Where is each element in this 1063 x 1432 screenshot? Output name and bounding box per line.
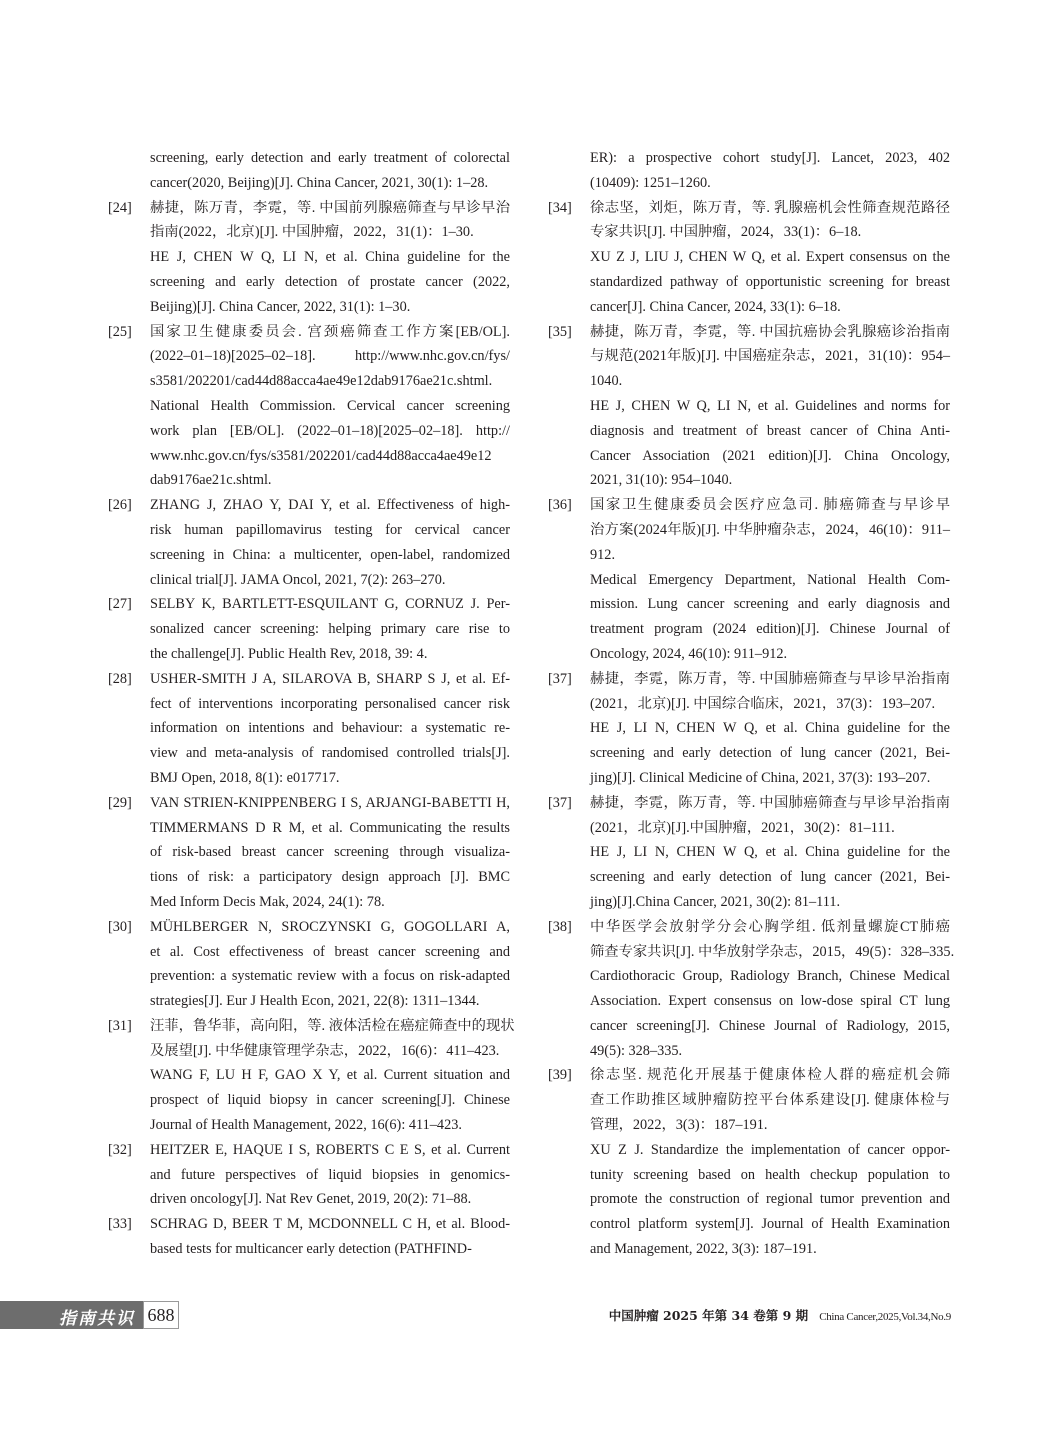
reference-entry	[108, 1212, 510, 1262]
reference-line: work plan [EB/OL]. (2022–01–18)[2025–02–18]. http://	[150, 422, 510, 439]
reference-paragraph	[590, 964, 950, 1063]
reference-line: USHER-SMITH J A, SILAROVA B, SHARP S J, et al. Ef-	[150, 670, 510, 687]
reference-line: cancer[J]. China Cancer, 2024, 33(1): 6–18.	[590, 298, 841, 315]
reference-line: (2021，北京)[J]. 中国综合临床，2021，37(3)：193–207.	[590, 695, 936, 712]
reference-number: [36]	[548, 497, 572, 514]
reference-entry	[108, 667, 510, 791]
reference-line: SELBY K, BARTLETT-ESQUILANT G, CORNUZ J. Per-	[150, 596, 510, 613]
reference-line: XU Z J. Standardize the implementation of cancer oppor-	[590, 1141, 950, 1158]
reference-line: cancer screening[J]. Chinese Journal of Radiology, 2015,	[590, 1017, 950, 1034]
reference-paragraph	[590, 146, 950, 196]
reference-line: www.nhc.gov.cn/fys/s3581/202201/cad44d88acca4ae49e12	[150, 447, 492, 464]
reference-line: BMJ Open, 2018, 8(1): e017717.	[150, 769, 340, 786]
reference-entry	[548, 667, 950, 791]
reference-line: HE J, LI N, CHEN W Q, et al. China guideline for the	[590, 844, 950, 861]
reference-entry	[548, 791, 950, 915]
reference-line: 筛查专家共识[J]. 中华放射学杂志，2015，49(5)：328–335.	[590, 943, 955, 960]
reference-paragraph	[150, 1063, 510, 1137]
reference-line: tions of risk: a participatory design approach [J]. BMC	[150, 869, 510, 886]
reference-paragraph	[150, 915, 510, 1014]
reference-number: [29]	[108, 794, 132, 811]
reference-entry	[108, 592, 510, 666]
reference-line: Association. Expert consensus on low-dose spiral CT lung	[590, 993, 950, 1010]
reference-line: Cardiothoracic Group, Radiology Branch, Chinese Medical	[590, 968, 950, 985]
reference-number: [38]	[548, 918, 572, 935]
reference-paragraph	[590, 493, 950, 567]
reference-paragraph	[590, 716, 950, 790]
reference-line: cancer(2020, Beijing)[J]. China Cancer, 2021, 30(1): 1–28.	[150, 174, 489, 191]
reference-line: diagnosis and treatment of breast cancer of China Anti-	[590, 422, 950, 439]
reference-paragraph	[590, 1063, 950, 1137]
reference-entry	[548, 915, 955, 1064]
journal-info	[609, 1306, 951, 1324]
reference-line: 赫捷，李霓，陈万青，等. 中国肺癌筛查与早诊早治指南	[590, 794, 950, 811]
reference-entry	[108, 791, 510, 915]
reference-line: 1040.	[590, 373, 623, 390]
reference-line: 49(5): 328–335.	[590, 1042, 683, 1059]
reference-entry	[108, 320, 510, 494]
reference-number: [32]	[108, 1141, 132, 1158]
reference-line: jing)[J].China Cancer, 2021, 30(2): 81–111.	[590, 893, 841, 910]
reference-line: Cancer Association (2021 edition)[J]. China Oncology,	[590, 447, 950, 464]
reference-line: mission. Lung cancer screening and early diagnosis and	[590, 596, 950, 613]
journal-issue-cn: 中国肿瘤 2025 年第 34 卷第 9 期	[608, 1308, 809, 1323]
reference-line: and future perspectives of liquid biopsies in genomics-	[150, 1166, 510, 1183]
reference-line: screening, early detection and early treatment of colorectal	[150, 150, 510, 166]
reference-entry	[548, 1063, 950, 1261]
reference-paragraph	[150, 320, 510, 394]
reference-number: [31]	[108, 1017, 132, 1034]
reference-number: [25]	[108, 323, 132, 340]
reference-paragraph	[590, 320, 950, 394]
reference-line: Med Inform Decis Mak, 2024, 24(1): 78.	[150, 893, 385, 910]
reference-line: (2021，北京)[J].中国肿瘤，2021，30(2)：81–111.	[590, 819, 895, 836]
reference-line: (2022–01–18)[2025–02–18]. http://www.nhc.gov.cn/fys/	[150, 348, 510, 365]
reference-line: WANG F, LU H F, GAO X Y, et al. Current situation and	[150, 1067, 510, 1084]
reference-line: National Health Commission. Cervical cancer screening	[150, 397, 510, 414]
reference-number: [37]	[548, 670, 572, 687]
reference-number: [27]	[108, 596, 132, 613]
reference-number: [26]	[108, 497, 132, 514]
reference-line: standardized pathway of opportunistic screening for breast	[590, 273, 950, 290]
reference-paragraph	[590, 840, 950, 914]
reference-line: view and meta-analysis of randomised controlled trials[J].	[150, 745, 510, 762]
reference-line: 赫捷，陈万青，李霓，等. 中国抗癌协会乳腺癌诊治指南	[590, 323, 950, 340]
reference-line: 赫捷，李霓，陈万青，等. 中国肺癌筛查与早诊早治指南	[590, 670, 950, 687]
reference-line: 治方案(2024年版)[J]. 中华肿瘤杂志，2024，46(10)：911–	[590, 521, 950, 538]
reference-line: HEITZER E, HAQUE I S, ROBERTS C E S, et al. Current	[150, 1141, 510, 1158]
reference-line: Beijing)[J]. China Cancer, 2022, 31(1): 1–30.	[150, 298, 411, 315]
reference-entry	[548, 146, 950, 196]
reference-line: sonalized cancer screening: helping primary care rise to	[150, 621, 510, 638]
reference-line: SCHRAG D, BEER T M, MCDONNELL C H, et al. Blood-	[150, 1216, 510, 1233]
reference-line: 912.	[590, 546, 616, 563]
reference-line: fect of interventions incorporating personalised cancer risk	[150, 695, 510, 712]
reference-entry	[108, 493, 510, 592]
reference-line: 与规范(2021年版)[J]. 中国癌症杂志，2021，31(10)：954–	[590, 348, 950, 365]
reference-paragraph	[150, 791, 510, 915]
reference-paragraph	[590, 915, 955, 965]
reference-line: 国家卫生健康委员会医疗应急司. 肺癌筛查与早诊早	[590, 497, 950, 514]
reference-line: 2021, 31(10): 954–1040.	[590, 472, 733, 489]
reference-line: 赫捷，陈万青，李霓，等. 中国前列腺癌筛查与早诊早治	[150, 199, 510, 216]
journal-issue-en: China Cancer,2025,Vol.34,No.9	[819, 1311, 951, 1323]
reference-line: 管理，2022，3(3)：187–191.	[590, 1117, 768, 1134]
reference-line: driven oncology[J]. Nat Rev Genet, 2019, 20(2): 71–88.	[150, 1191, 472, 1208]
reference-line: strategies[J]. Eur J Health Econ, 2021, 22(8): 1311–1344.	[150, 993, 480, 1010]
reference-line: screening and early detection of lung cancer (2021, Bei-	[590, 869, 950, 886]
reference-paragraph	[150, 667, 510, 791]
reference-paragraph	[150, 245, 510, 319]
reference-entry	[108, 146, 510, 196]
reference-line: Oncology, 2024, 46(10): 911–912.	[590, 645, 788, 662]
reference-line: Journal of Health Management, 2022, 16(6): 411–423.	[150, 1117, 462, 1134]
reference-entry	[108, 915, 510, 1014]
reference-line: Medical Emergency Department, National Health Com-	[590, 571, 950, 588]
reference-paragraph	[590, 1138, 950, 1262]
section-tab	[0, 1301, 143, 1329]
reference-line: ER): a prospective cohort study[J]. Lancet, 2023, 402	[590, 150, 950, 166]
reference-line: s3581/202201/cad44d88acca4ae49e12dab9176ae21c.shtml.	[150, 373, 493, 390]
reference-number: [28]	[108, 670, 132, 687]
reference-line: 汪菲，鲁华菲，高向阳，等. 液体活检在癌症筛查中的现状	[150, 1017, 515, 1034]
reference-entry	[548, 320, 950, 494]
reference-line: screening and early detection of lung cancer (2021, Bei-	[590, 745, 950, 762]
reference-paragraph	[590, 394, 950, 493]
section-label: 指南共识	[59, 1309, 135, 1329]
reference-line: screening and early detection of prostate cancer (2022,	[150, 273, 510, 290]
reference-line: 徐志坚，刘炬，陈万青，等. 乳腺癌机会性筛查规范路径	[590, 199, 950, 216]
reference-line: and Management, 2022, 3(3): 187–191.	[590, 1241, 817, 1258]
reference-line: ZHANG J, ZHAO Y, DAI Y, et al. Effectiveness of high-	[150, 497, 510, 514]
reference-line: tunity screening based on health checkup population to	[590, 1166, 950, 1183]
reference-paragraph	[150, 1212, 510, 1262]
reference-paragraph	[150, 1138, 510, 1212]
reference-line: 专家共识[J]. 中国肿瘤，2024，33(1)：6–18.	[590, 224, 862, 241]
reference-line: 查工作助推区域肿瘤防控平台体系建设[J]. 健康体检与	[590, 1092, 950, 1109]
reference-line: 及展望[J]. 中华健康管理学杂志，2022，16(6)：411–423.	[150, 1042, 500, 1059]
reference-number: [30]	[108, 918, 132, 935]
reference-number: [35]	[548, 323, 572, 340]
reference-number: [24]	[108, 199, 132, 216]
reference-line: 中华医学会放射学分会心胸学组. 低剂量螺旋CT肺癌	[590, 918, 950, 935]
reference-paragraph	[590, 667, 950, 717]
reference-entry	[108, 1014, 515, 1138]
reference-line: clinical trial[J]. JAMA Oncol, 2021, 7(2): 263–270.	[150, 571, 446, 588]
reference-number: [37]	[548, 794, 572, 811]
reference-line: prevention: a systematic review with a focus on risk-adapted	[150, 968, 510, 985]
reference-entry	[548, 196, 950, 320]
reference-line: et al. Cost effectiveness of breast cancer screening and	[150, 943, 510, 960]
references-left-column	[108, 146, 515, 1262]
reference-paragraph	[150, 592, 510, 666]
reference-paragraph	[150, 493, 510, 592]
reference-number: [39]	[548, 1067, 572, 1084]
reference-line: promote the construction of regional tumor prevention and	[590, 1191, 950, 1208]
page-number: 688	[143, 1301, 179, 1329]
reference-line: information on intentions and behaviour: a systematic re-	[150, 720, 510, 737]
reference-line: dab9176ae21c.shtml.	[150, 472, 272, 489]
reference-line: screening in China: a multicenter, open-label, randomized	[150, 546, 510, 563]
reference-line: XU Z J, LIU J, CHEN W Q, et al. Expert consensus on the	[590, 249, 950, 266]
reference-line: (10409): 1251–1260.	[590, 174, 711, 191]
reference-number: [34]	[548, 199, 572, 216]
references-right-column	[548, 146, 955, 1262]
reference-line: HE J, CHEN W Q, LI N, et al. China guideline for the	[150, 249, 510, 266]
reference-line: control platform system[J]. Journal of Health Examination	[590, 1216, 950, 1233]
reference-line: of risk-based breast cancer screening through visualiza-	[150, 844, 510, 861]
reference-line: risk human papillomavirus testing for cervical cancer	[150, 521, 510, 538]
reference-line: 国家卫生健康委员会. 宫颈癌筛查工作方案[EB/OL].	[150, 323, 510, 340]
reference-line: 徐志坚. 规范化开展基于健康体检人群的癌症机会筛	[590, 1067, 950, 1084]
reference-paragraph	[150, 196, 510, 246]
reference-paragraph	[590, 196, 950, 246]
reference-line: VAN STRIEN-KNIPPENBERG I S, ARJANGI-BABETTI H,	[150, 794, 510, 811]
reference-line: jing)[J]. Clinical Medicine of China, 2021, 37(3): 193–207.	[590, 769, 931, 786]
reference-entry	[548, 493, 950, 667]
reference-line: prospect of liquid biopsy in cancer screening[J]. Chinese	[150, 1092, 510, 1109]
reference-number: [33]	[108, 1216, 132, 1233]
reference-entry	[108, 196, 510, 320]
reference-paragraph	[150, 1014, 515, 1064]
reference-line: 指南(2022，北京)[J]. 中国肿瘤，2022，31(1)：1–30.	[150, 224, 474, 241]
reference-paragraph	[150, 394, 510, 493]
reference-line: HE J, LI N, CHEN W Q, et al. China guideline for the	[590, 720, 950, 737]
reference-line: the challenge[J]. Public Health Rev, 2018, 39: 4.	[150, 645, 428, 662]
reference-paragraph	[590, 791, 950, 841]
reference-paragraph	[590, 568, 950, 667]
reference-entry	[108, 1138, 510, 1212]
reference-line: treatment program (2024 edition)[J]. Chinese Journal of	[590, 621, 950, 638]
reference-paragraph	[590, 245, 950, 319]
reference-line: HE J, CHEN W Q, LI N, et al. Guidelines and norms for	[590, 397, 950, 414]
reference-line: MÜHLBERGER N, SROCZYNSKI G, GOGOLLARI A,	[150, 918, 510, 935]
reference-paragraph	[150, 146, 510, 196]
reference-line: based tests for multicancer early detection (PATHFIND-	[150, 1241, 472, 1258]
reference-line: TIMMERMANS D R M, et al. Communicating the results	[150, 819, 510, 836]
